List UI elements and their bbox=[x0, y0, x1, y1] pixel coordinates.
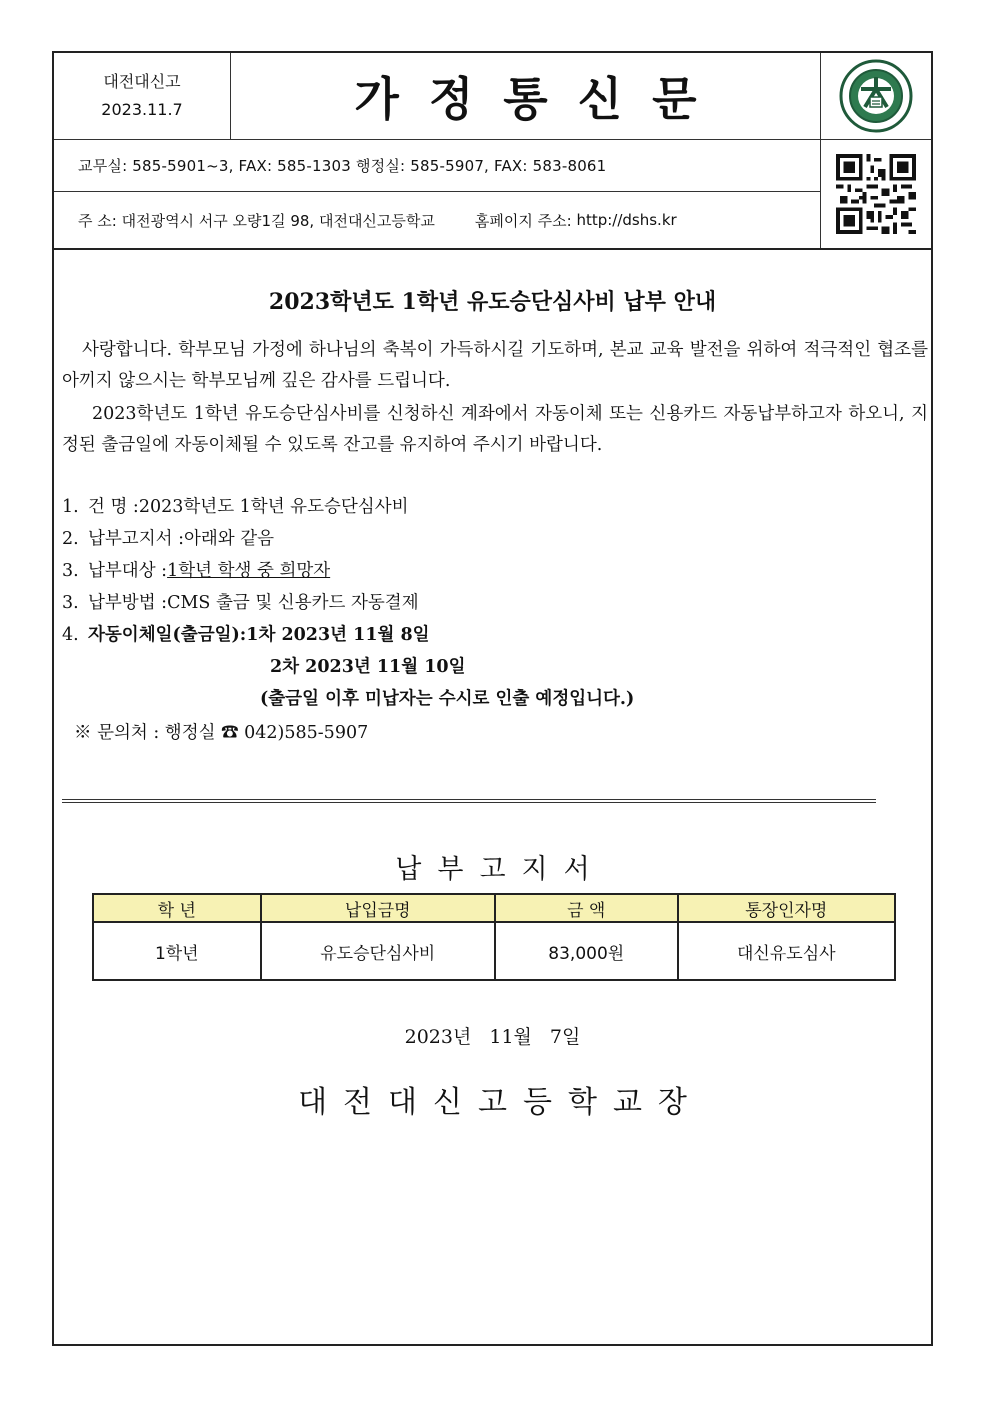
col-grade: 학 년 bbox=[93, 894, 261, 922]
qr-code-icon[interactable] bbox=[821, 140, 931, 248]
col-account-name: 통장인자명 bbox=[678, 894, 895, 922]
page-title: 가정통신문 bbox=[354, 72, 727, 126]
homepage-link[interactable]: http://dshs.kr bbox=[576, 211, 677, 229]
second-withdrawal-date: 2차 2023년 11월 10일 bbox=[270, 657, 466, 677]
issue-date: 2023.11.7 bbox=[101, 100, 183, 119]
header-divider bbox=[54, 248, 931, 250]
school-name: 대전대신고 bbox=[103, 72, 181, 91]
list-item: 3. 납부방법 :CMS 출금 및 신용카드 자동결제 bbox=[62, 593, 419, 613]
signature-date: 2023년 11월 7일 bbox=[404, 1026, 581, 1048]
school-info bbox=[54, 53, 231, 140]
item-value: 2023학년도 1학년 유도승단심사비 bbox=[138, 497, 409, 517]
address-info bbox=[54, 192, 821, 248]
notice-title: 2023학년도 1학년 유도승단심사비 납부 안내 bbox=[268, 289, 717, 315]
document-frame bbox=[52, 51, 933, 1346]
address: 대전광역시 서구 오량1길 98, 대전대신고등학교 bbox=[121, 211, 435, 230]
homepage-label: 홈페이지 주소: bbox=[474, 211, 572, 230]
item-value: 1차 2023년 11월 8일 bbox=[246, 625, 430, 645]
list-item: 3. 납부대상 :1학년 학생 중 희망자 bbox=[62, 561, 331, 581]
item-value: 1학년 학생 중 희망자 bbox=[167, 561, 331, 581]
title-box bbox=[231, 53, 821, 140]
greeting-paragraph: 사랑합니다. 학부모님 가정에 하나님의 축복이 가득하시길 기도하며, 본교 교육 발전을 위하여 적극적인 협조를 아끼지 않으시는 학부모님께 깊은 감사를 드립니다. bbox=[62, 340, 928, 391]
table-row bbox=[93, 922, 895, 980]
bill-title: 납부고지서 bbox=[395, 854, 606, 885]
cell-account-name: 대신유도심사 bbox=[678, 922, 895, 980]
inquiry-contact: ※ 문의처 : 행정실 ☎ 042)585-5907 bbox=[74, 723, 369, 743]
item-value: CMS 출금 및 신용카드 자동결제 bbox=[167, 593, 419, 613]
table-header-row bbox=[93, 894, 895, 922]
principal-signature: 대전대신고등학교장 bbox=[298, 1085, 703, 1120]
cell-grade: 1학년 bbox=[93, 922, 261, 980]
bill-table bbox=[92, 893, 896, 981]
contact-info: 교무실: 585-5901~3, FAX: 585-1303 행정실: 585-5907, FAX: 583-8061 bbox=[54, 140, 821, 192]
col-fee-name: 납입금명 bbox=[261, 894, 495, 922]
letter-header bbox=[54, 53, 931, 248]
cell-amount: 83,000원 bbox=[495, 922, 678, 980]
list-item: 2. 납부고지서 :아래와 같음 bbox=[62, 529, 275, 549]
item-value: 아래와 같음 bbox=[183, 529, 275, 549]
section-divider bbox=[62, 799, 876, 803]
col-amount: 금 액 bbox=[495, 894, 678, 922]
detail-list bbox=[62, 491, 922, 751]
school-emblem-icon bbox=[821, 53, 931, 140]
list-item: 1. 건 명 :2023학년도 1학년 유도승단심사비 bbox=[62, 497, 409, 517]
cell-fee-name: 유도승단심사비 bbox=[261, 922, 495, 980]
list-item: 4. 자동이체일(출금일):1차 2023년 11월 8일 bbox=[62, 625, 430, 645]
payment-paragraph: 2023학년도 1학년 유도승단심사비를 신청하신 계좌에서 자동이체 또는 신용카드 자동납부하고자 하오니, 지정된 출금일에 자동이체될 수 있도록 잔고를 유지하여 주시기 바랍니다. bbox=[62, 404, 928, 455]
late-payment-note: (출금일 이후 미납자는 수시로 인출 예정입니다.) bbox=[260, 689, 635, 709]
address-label: 주 소: bbox=[78, 211, 117, 230]
